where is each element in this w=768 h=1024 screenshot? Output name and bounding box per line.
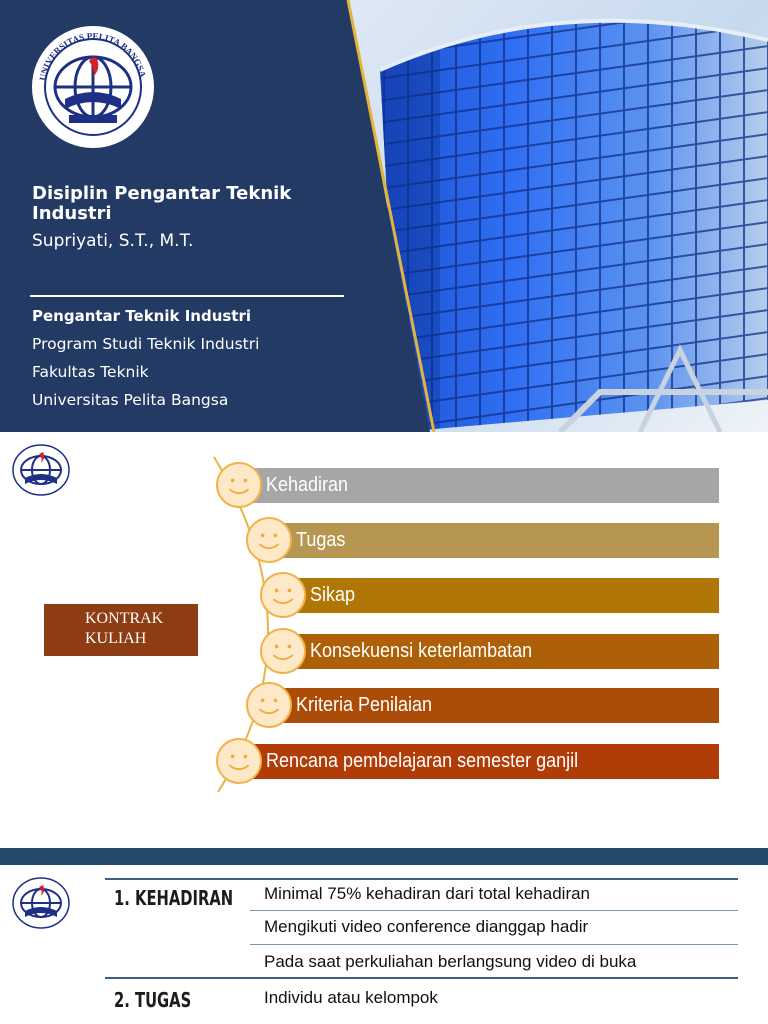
row-divider	[250, 944, 738, 945]
presentation-title: Disiplin Pengantar Teknik Industri	[32, 183, 292, 224]
section-heading-kehadiran	[114, 886, 259, 910]
item-text: Konsekuensi keterlambatan	[310, 640, 533, 662]
item-text: Tugas	[296, 529, 346, 551]
row-text: Pada saat perkuliahan berlangsung video di buka	[264, 952, 637, 971]
section-heading-tugas	[114, 988, 208, 1012]
program-name: Program Studi Teknik Industri	[32, 335, 260, 353]
item-rencana	[239, 744, 719, 779]
item-text: Rencana pembelajaran semester ganjil	[266, 750, 579, 772]
kontrak-kuliah-slide	[0, 432, 768, 848]
smiley-face-icon	[260, 572, 306, 618]
item-kehadiran	[239, 468, 719, 503]
detail-slide	[0, 848, 768, 1024]
table-rule	[105, 878, 738, 880]
item-konsekuensi	[283, 634, 719, 669]
row-text: Mengikuti video conference dianggap hadir	[264, 917, 589, 936]
smiley-face-icon	[216, 738, 262, 784]
header-band	[0, 848, 768, 865]
kontrak-label-line-1: KONTRAK	[85, 610, 164, 627]
section-heading-text: 2. TUGAS	[114, 988, 192, 1012]
row-text: Individu atau kelompok	[264, 988, 438, 1007]
course-name: Pengantar Teknik Industri	[32, 307, 252, 325]
section-heading-text: 1. KEHADIRAN	[114, 886, 234, 910]
university-name: Universitas Pelita Bangsa	[32, 391, 229, 409]
faculty-name: Fakultas Teknik	[32, 363, 149, 381]
item-text: Sikap	[310, 584, 356, 606]
item-tugas	[269, 523, 719, 558]
title-slide	[0, 0, 768, 432]
university-logo	[31, 25, 155, 149]
table-rule	[105, 977, 738, 979]
university-logo-small	[9, 873, 73, 929]
kontrak-label-line-2: KULIAH	[85, 630, 147, 647]
smiley-face-icon	[246, 517, 292, 563]
item-text: Kriteria Penilaian	[296, 694, 433, 716]
smiley-face-icon	[246, 682, 292, 728]
item-text: Kehadiran	[266, 474, 349, 496]
smiley-face-icon	[260, 628, 306, 674]
author-name: Supriyati, S.T., M.T.	[32, 231, 194, 251]
divider	[30, 295, 344, 297]
item-sikap	[283, 578, 719, 613]
row-text: Minimal 75% kehadiran dari total kehadiran	[264, 884, 591, 903]
row-divider	[250, 910, 738, 911]
svg-text:UNIVERSITAS PELITA BANGSA: UNIVERSITAS PELITA BANGSA	[37, 30, 148, 82]
item-kriteria	[269, 688, 719, 723]
smiley-face-icon	[216, 462, 262, 508]
